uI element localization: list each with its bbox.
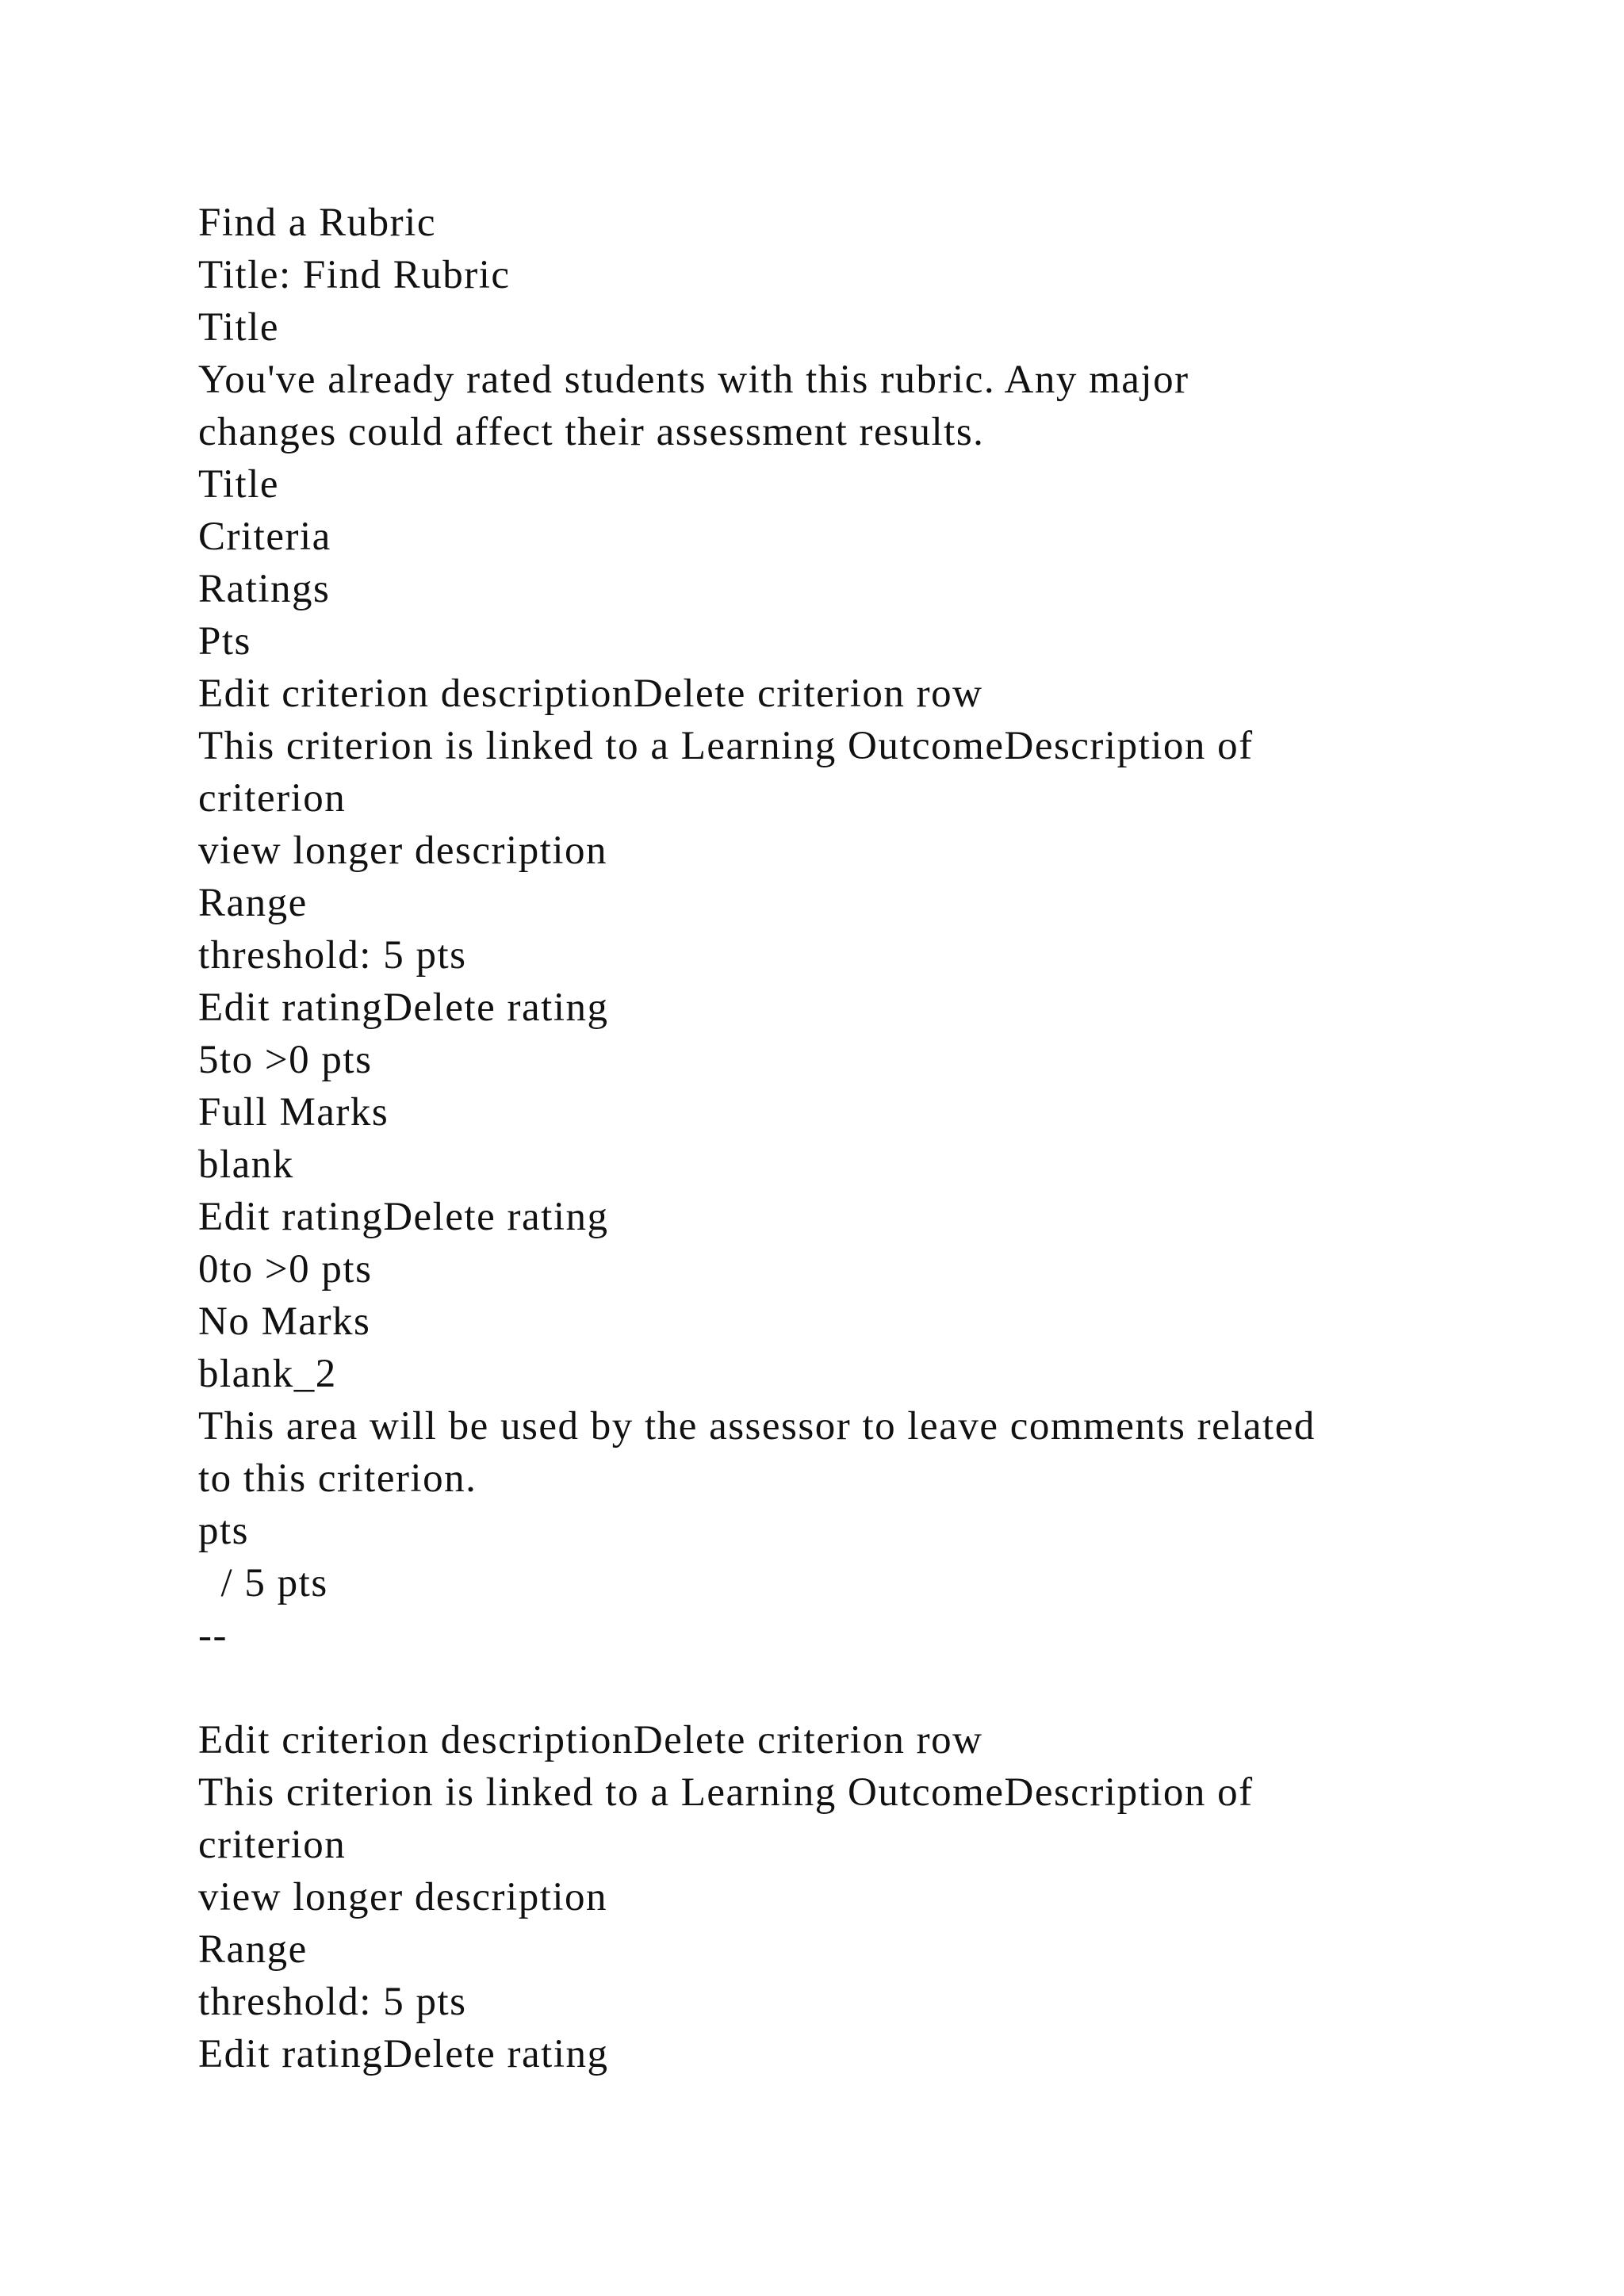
- rating-description: blank: [198, 1142, 294, 1187]
- column-header-criteria: Criteria: [198, 515, 331, 559]
- rating-range: 5to >0 pts: [198, 1038, 373, 1082]
- document-text: [198, 197, 1499, 2080]
- criterion-outcome-text-2-line-2: criterion: [198, 1823, 347, 1867]
- heading-find-rubric: Find a Rubric: [198, 201, 436, 245]
- title-label: Title: [198, 305, 280, 350]
- range-label: Range: [198, 881, 308, 925]
- view-longer-description: view longer description: [198, 828, 608, 873]
- range-label-2: Range: [198, 1927, 308, 1972]
- rating-description-2: blank_2: [198, 1352, 337, 1396]
- pts-label: pts: [198, 1509, 250, 1553]
- points-total: / 5 pts: [198, 1561, 328, 1605]
- blank-line: [198, 1662, 1499, 1714]
- view-longer-description-2: view longer description: [198, 1875, 608, 1919]
- title-find-rubric: Title: Find Rubric: [198, 253, 511, 297]
- comments-note-line-1: This area will be used by the assessor to leave comments related: [198, 1404, 1316, 1448]
- rating-title-no-marks: No Marks: [198, 1299, 371, 1344]
- warning-text-line-2: changes could affect their assessment results.: [198, 410, 985, 454]
- separator-dashes: --: [198, 1613, 228, 1658]
- criterion-outcome-text-2-line-1: This criterion is linked to a Learning OutcomeDescription of: [198, 1770, 1254, 1815]
- criterion-outcome-text-line-2: criterion: [198, 776, 347, 821]
- rating-actions-3: Edit ratingDelete rating: [198, 2032, 609, 2076]
- rating-actions: Edit ratingDelete rating: [198, 985, 609, 1030]
- column-header-pts: Pts: [198, 619, 251, 664]
- rating-range-2: 0to >0 pts: [198, 1247, 373, 1292]
- criterion-actions: Edit criterion descriptionDelete criterion row: [198, 672, 983, 716]
- title-label-2: Title: [198, 462, 280, 507]
- column-header-ratings: Ratings: [198, 567, 331, 611]
- warning-text-line-1: You've already rated students with this rubric. Any major: [198, 358, 1189, 402]
- criterion-actions-2: Edit criterion descriptionDelete criterion row: [198, 1718, 983, 1762]
- comments-note-line-2: to this criterion.: [198, 1456, 477, 1501]
- rating-title-full-marks: Full Marks: [198, 1090, 389, 1135]
- criterion-outcome-text-line-1: This criterion is linked to a Learning OutcomeDescription of: [198, 724, 1254, 768]
- threshold-text: threshold: 5 pts: [198, 933, 467, 978]
- rating-actions-2: Edit ratingDelete rating: [198, 1195, 609, 1239]
- threshold-text-2: threshold: 5 pts: [198, 1980, 467, 2024]
